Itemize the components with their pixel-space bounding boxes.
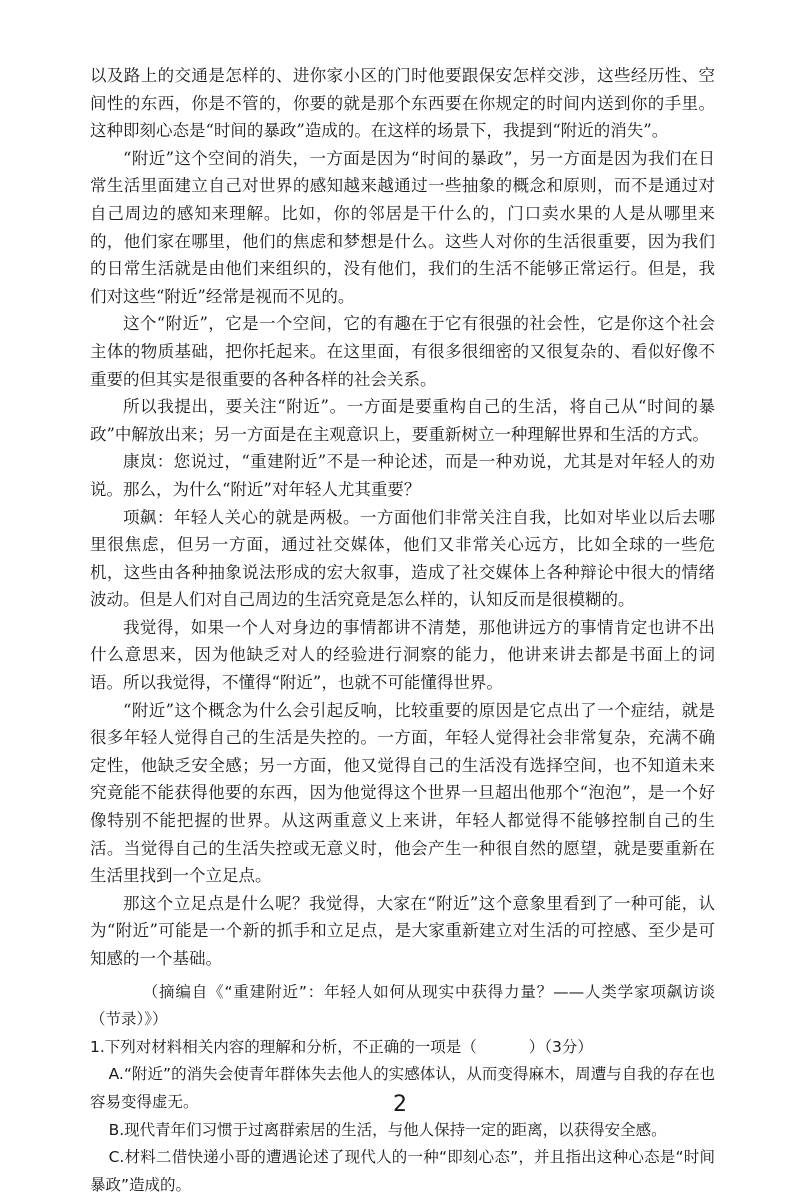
paragraph-interviewee-answer: 项飙：年轻人关心的就是两极。一方面他们非常关注自我，比如对毕业以后去哪里很焦虑，但另一方面，通过社交媒体，他们又非常关心远方，比如全球的一些危机，这些由各种抽象说法形成的宏大叙事，造成了社交媒体上各种辩论中很大的情绪波动。但是人们对自己周边的生活究竟是怎么样的，认知反而是很模糊的。: [90, 507, 715, 610]
page-number: 2: [393, 1092, 407, 1117]
paragraph-3: 这个“附近”，它是一个空间，它的有趣在于它有很强的社会性，它是你这个社会主体的物质基础，把你托起来。在这里面，有很多很细密的又很复杂的、看似好像不重要的但其实是很重要的各种各样的社会关系。: [90, 314, 715, 389]
paragraph-8: “附近”这个概念为什么会引起反响，比较重要的原因是它点出了一个症结，就是很多年轻人觉得自己的生活是失控的。一方面，年轻人觉得社会非常复杂，充满不确定性，他缺乏安全感；另一方面，他又觉得自己的生活没有选择空间，也不知道未来究竟能不能获得他要的东西，因为他觉得这个世界一旦超出他那个“泡泡”，是一个好像特别不能把握的世界。从这两重意义上来讲，年轻人都觉得不能够控制自己的生活。当觉得自己的生活失控或无意义时，他会产生一种很自然的愿望，就是要重新在生活里找到一个立足点。: [90, 700, 715, 886]
option-b: B.现代青年们习惯于过离群索居的生活，与他人保持一定的距离，以获得安全感。: [108, 1120, 667, 1139]
paragraph-7: 我觉得，如果一个人对身边的事情都讲不清楚，那他讲远方的事情肯定也讲不出什么意思来，因为他缺乏对人的经验进行洞察的能力，他讲来讲去都是书面上的词语。所以我觉得，不懂得“附近”，也就不可能懂得世界。: [90, 617, 715, 693]
option-c: C.材料二借快递小哥的遭遇论述了现代人的一种“即刻心态”，并且指出这种心态是“时间暴政”造成的。: [90, 1148, 715, 1194]
option-a: A.“附近”的消失会使青年群体失去他人的实感体认，从而变得麻木，周遭与自我的存在也容易变得虚无。: [90, 1065, 715, 1111]
question-stem-after: ）（3分）: [528, 1037, 593, 1056]
question-stem: [90, 1034, 715, 1062]
article-body: [90, 62, 715, 1199]
paragraph-1: 以及路上的交通是怎样的、进你家小区的门时他要跟保安怎样交涉，这些经历性、空间性的东西，你是不管的，你要的就是那个东西要在你规定的时间内送到你的手里。这种即刻心态是“时间的暴政”造成的。在这样的场景下，我提到“附近的消失”。: [90, 66, 715, 141]
source-note: （摘编自《“重建附近”：年轻人如何从现实中获得力量？——人类学家项飙访谈（节录）》）: [90, 982, 715, 1029]
question-stem-before: 1.下列对材料相关内容的理解和分析，不正确的一项是（: [90, 1037, 477, 1056]
paragraph-4: 所以我提出，要关注“附近”。一方面是要重构自己的生活，将自己从“时间的暴政”中解放出来；另一方面是在主观意识上，要重新树立一种理解世界和生活的方式。: [90, 397, 715, 444]
paragraph-2: “附近”这个空间的消失，一方面是因为“时间的暴政”，另一方面是因为我们在日常生活里面建立自己对世界的感知越来越通过一些抽象的概念和原则，而不是通过对自己周边的感知来理解。比如，你的邻居是干什么的，门口卖水果的人是从哪里来的，他们家在哪里，他们的焦虑和梦想是什么。这些人对你的生活很重要，因为我们的日常生活就是由他们来组织的，没有他们，我们的生活不能够正常运行。但是，我们对这些“附近”经常是视而不见的。: [90, 148, 715, 306]
paragraph-9: 那这个立足点是什么呢？我觉得，大家在“附近”这个意象里看到了一种可能，认为“附近”可能是一个新的抓手和立足点，是大家重新建立对生活的可控感、至少是可知感的一个基础。: [90, 893, 715, 968]
paragraph-interviewer-question: 康岚：您说过，“重建附近”不是一种论述，而是一种劝说，尤其是对年轻人的劝说。那么，为什么“附近”对年轻人尤其重要？: [90, 452, 715, 499]
